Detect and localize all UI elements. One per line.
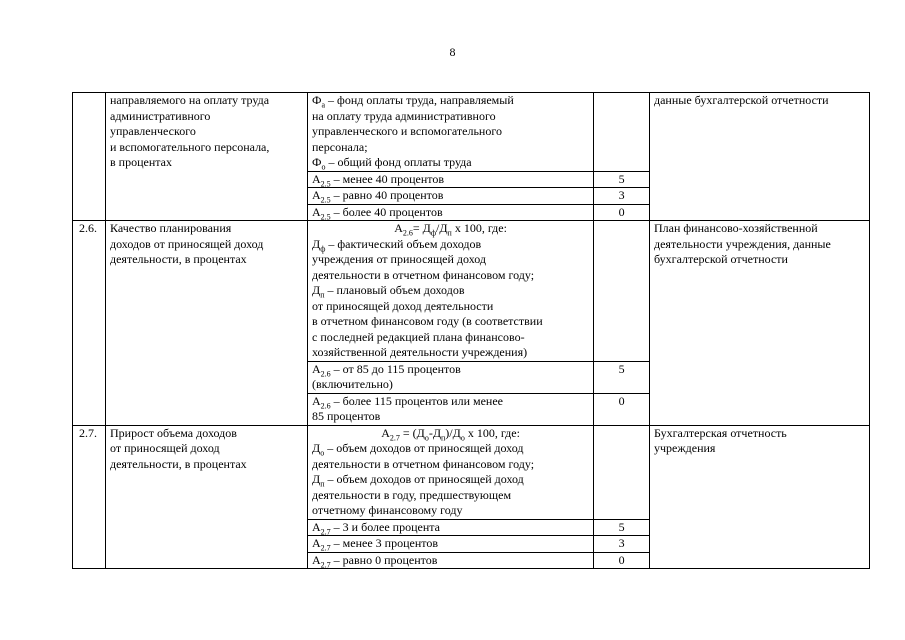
- text-part: – равно 40 процентов: [330, 188, 444, 202]
- text-part: А: [381, 425, 390, 440]
- text-part: – равно 0 процентов: [330, 552, 438, 567]
- source-line: Бухгалтерская отчетность: [654, 425, 787, 440]
- subscript: 2.7: [320, 543, 331, 553]
- table-row: [73, 93, 870, 221]
- formula-title: [312, 426, 589, 442]
- option-text: [308, 519, 594, 536]
- option-line: (включительно): [312, 377, 393, 391]
- subscript: п: [447, 228, 452, 238]
- text-part: Ф: [312, 155, 322, 169]
- formula-table: [308, 426, 649, 569]
- indicators-table: [72, 92, 870, 569]
- source-line: План финансово-хозяйственной: [654, 221, 818, 235]
- text-part: персонала;: [312, 139, 368, 154]
- option-points: 5: [594, 361, 649, 393]
- formula-line: [312, 345, 589, 361]
- text-part: в отчетном финансовом году (в соответствии: [312, 314, 543, 328]
- formula-line: [312, 314, 589, 330]
- text-part: на оплату труда административного: [312, 108, 496, 123]
- data-source: [650, 425, 870, 569]
- subscript: 2.7: [320, 559, 331, 569]
- formula-line: [312, 457, 589, 473]
- subscript: 2.6: [320, 400, 331, 410]
- data-source: [650, 93, 870, 221]
- text-part: – более 115 процентов или менее: [330, 393, 503, 408]
- option-line: [312, 536, 589, 552]
- option-row: [308, 519, 649, 536]
- text-part: – менее 40 процентов: [330, 171, 445, 186]
- text-part: деятельности в отчетном финансовом году;: [312, 456, 535, 471]
- formula-line: [312, 488, 589, 504]
- text-part: – плановый объем доходов: [324, 283, 465, 297]
- text-part: = (Д: [399, 425, 425, 440]
- table-row: [73, 221, 870, 426]
- text-part: А: [394, 221, 403, 235]
- option-points: 5: [594, 171, 649, 188]
- subscript: 2.5: [320, 195, 331, 205]
- text-part: – фонд оплаты труда, направляемый: [325, 93, 514, 107]
- option-text: [308, 393, 594, 425]
- text-part: Ф: [312, 93, 322, 107]
- option-row: [308, 361, 649, 393]
- text-part: отчетному финансовому году: [312, 503, 463, 517]
- name-line: доходов от приносящей доход: [110, 236, 264, 251]
- option-text: [308, 171, 594, 188]
- text-part: )/Д: [445, 425, 461, 440]
- table-row: [73, 425, 870, 569]
- points-empty: [594, 93, 649, 171]
- option-points: 3: [594, 188, 649, 205]
- subscript: п: [320, 290, 325, 300]
- option-line: [312, 362, 589, 378]
- text-part: – от 85 до 115 процентов: [330, 361, 461, 376]
- text-part: Д: [312, 283, 321, 297]
- indicator-number: [73, 93, 106, 221]
- subscript: о: [424, 432, 429, 442]
- name-line: в процентах: [110, 155, 172, 169]
- subscript: ф: [320, 243, 326, 253]
- option-line: [312, 172, 589, 188]
- option-text: [308, 536, 594, 553]
- name-line: деятельности, в процентах: [110, 252, 247, 266]
- subscript: п: [320, 479, 325, 489]
- option-points: 3: [594, 536, 649, 553]
- formula-line: [312, 268, 589, 284]
- formula-row: [308, 93, 649, 171]
- text-part: хозяйственной деятельности учреждения): [312, 345, 528, 359]
- formula-line: [312, 472, 589, 488]
- text-part: – общий фонд оплаты труда: [325, 155, 472, 169]
- indicator-name: [106, 425, 308, 569]
- text-part: А: [312, 361, 321, 376]
- text-part: – объем доходов от приносящей доход: [324, 472, 524, 486]
- indicator-number: 2.6.: [73, 221, 106, 426]
- text-part: -Д: [428, 425, 442, 440]
- formula-line: [312, 124, 589, 140]
- points-empty: [594, 426, 649, 520]
- formula-line: [312, 93, 589, 109]
- option-row: [308, 552, 649, 568]
- text-part: деятельности в году, предшествующем: [312, 487, 512, 502]
- subscript: 2.7: [320, 526, 331, 536]
- formula-line: [312, 109, 589, 125]
- option-points: 0: [594, 204, 649, 220]
- text-part: А: [312, 519, 321, 534]
- text-part: деятельности в отчетном финансовом году;: [312, 267, 535, 282]
- formula-cell: [308, 221, 650, 426]
- formula-line: [312, 330, 589, 346]
- subscript: ф: [430, 228, 437, 238]
- text-part: А: [312, 536, 321, 550]
- option-line: [312, 553, 589, 569]
- subscript: о: [460, 432, 465, 442]
- indicator-name: [106, 221, 308, 426]
- name-line: от приносящей доход: [110, 441, 220, 455]
- subscript: 2.6: [402, 228, 413, 238]
- option-row: [308, 171, 649, 188]
- indicator-name: [106, 93, 308, 221]
- source-line: учреждения: [654, 441, 716, 455]
- option-line: [312, 188, 589, 204]
- option-points: 5: [594, 519, 649, 536]
- formula-description: [308, 93, 594, 171]
- formula-line: [312, 252, 589, 268]
- name-line: и вспомогательного персонала,: [110, 139, 270, 154]
- indicator-number: 2.7.: [73, 425, 106, 569]
- text-part: – более 40 процентов: [330, 204, 443, 219]
- text-part: х 100, где:: [451, 221, 507, 235]
- text-part: управленческого и вспомогательного: [312, 124, 502, 138]
- formula-cell: [308, 425, 650, 569]
- formula-line: [312, 299, 589, 315]
- option-text: [308, 204, 594, 220]
- name-line: Качество планирования: [110, 221, 232, 235]
- subscript: 2.6: [320, 368, 331, 378]
- option-text: [308, 552, 594, 568]
- text-part: = Д: [412, 221, 431, 235]
- source-line: бухгалтерской отчетности: [654, 252, 788, 266]
- text-part: – 3 и более процента: [330, 519, 440, 534]
- option-line: [312, 394, 589, 410]
- subscript: о: [321, 162, 326, 172]
- formula-title: [312, 221, 589, 237]
- text-part: от приносящей доход деятельности: [312, 298, 494, 313]
- formula-line: [312, 441, 589, 457]
- formula-line: [312, 283, 589, 299]
- text-part: Д: [312, 441, 321, 455]
- formula-table: [308, 93, 649, 220]
- subscript: о: [320, 448, 325, 458]
- points-empty: [594, 221, 649, 361]
- text-part: Д: [312, 472, 321, 486]
- formula-cell: [308, 93, 650, 221]
- page-number: 8: [449, 45, 456, 59]
- formula-line: [312, 155, 589, 171]
- option-line: [312, 520, 589, 536]
- text-part: с последней редакцией плана финансово-: [312, 329, 525, 344]
- text-part: – менее 3 процентов: [330, 536, 439, 550]
- source-line: деятельности учреждения, данные: [654, 236, 831, 251]
- formula-line: [312, 237, 589, 253]
- data-source: [650, 221, 870, 426]
- text-part: А: [312, 171, 321, 186]
- text-part: Д: [312, 236, 321, 251]
- text-part: – фактический объем доходов: [325, 236, 482, 251]
- subscript: п: [441, 432, 446, 442]
- option-row: [308, 204, 649, 220]
- name-line: административного: [110, 108, 211, 123]
- option-points: 0: [594, 393, 649, 425]
- subscript: 2.5: [320, 178, 331, 188]
- text-part: А: [312, 188, 321, 202]
- option-points: 0: [594, 552, 649, 568]
- text-part: /Д: [436, 221, 448, 235]
- formula-table: [308, 221, 649, 425]
- option-text: [308, 361, 594, 393]
- text-part: х 100, где:: [464, 425, 520, 440]
- formula-line: [312, 140, 589, 156]
- subscript: а: [321, 100, 326, 110]
- option-text: [308, 188, 594, 205]
- formula-description: [308, 221, 594, 361]
- subscript: 2.7: [389, 432, 400, 442]
- option-row: [308, 536, 649, 553]
- option-line: [312, 205, 589, 221]
- text-part: – объем доходов от приносящей доход: [324, 441, 524, 455]
- text-part: А: [312, 552, 321, 567]
- source-line: данные бухгалтерской отчетности: [654, 93, 829, 107]
- text-part: учреждения от приносящей доход: [312, 252, 487, 266]
- formula-row: [308, 426, 649, 520]
- name-line: деятельности, в процентах: [110, 456, 247, 471]
- text-part: А: [312, 204, 321, 219]
- name-line: направляемого на оплату труда: [110, 93, 270, 107]
- subscript: 2.5: [320, 211, 331, 221]
- name-line: управленческого: [110, 124, 196, 138]
- name-line: Прирост объема доходов: [110, 425, 237, 440]
- option-row: [308, 393, 649, 425]
- text-part: А: [312, 393, 321, 408]
- formula-line: [312, 503, 589, 519]
- formula-description: [308, 426, 594, 520]
- option-line: 85 процентов: [312, 409, 381, 423]
- formula-row: [308, 221, 649, 361]
- option-row: [308, 188, 649, 205]
